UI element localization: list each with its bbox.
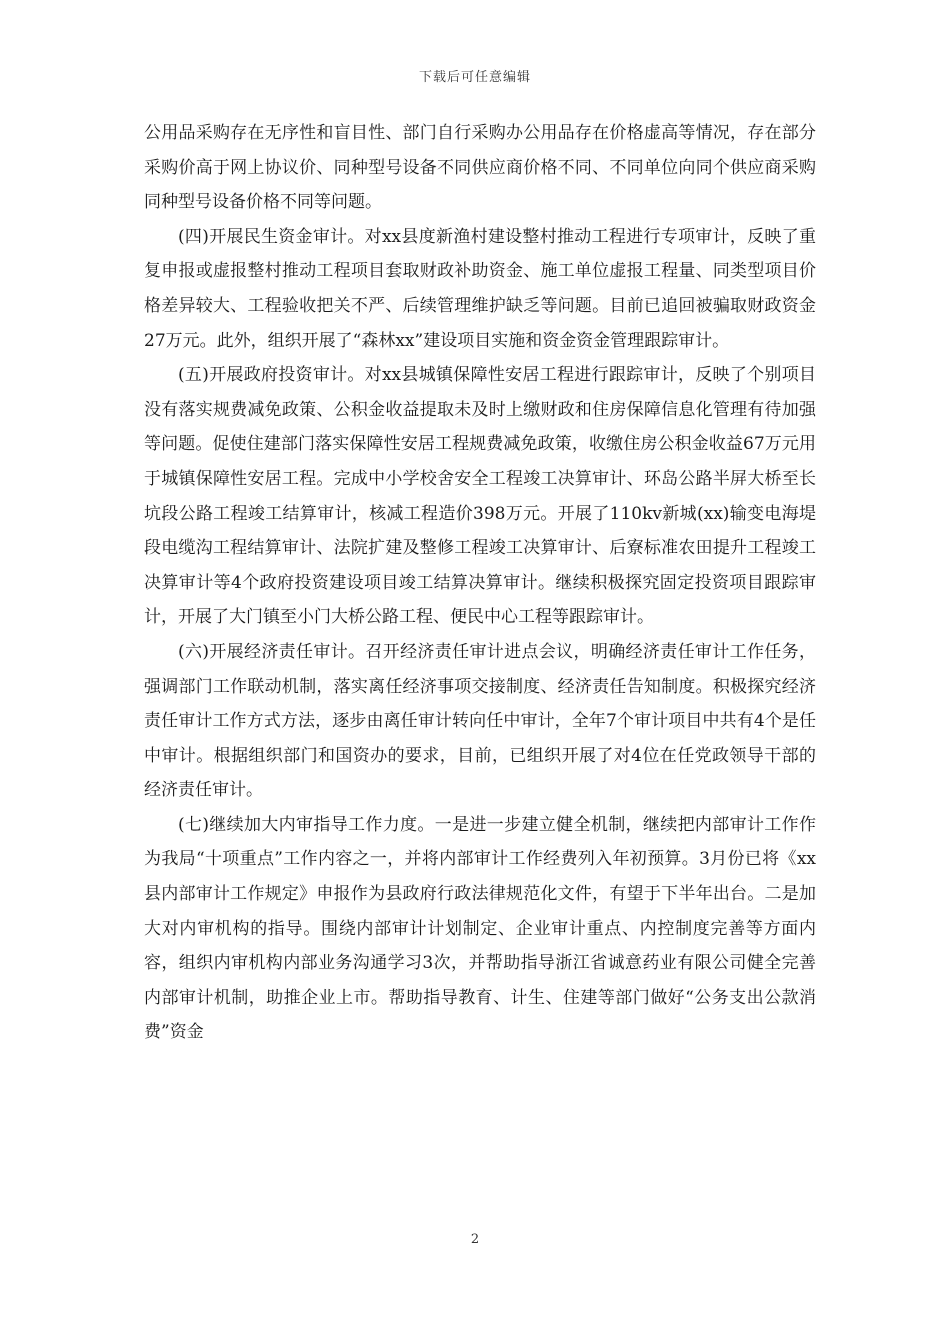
document-body bbox=[144, 116, 816, 1050]
page-number: 2 bbox=[470, 1232, 480, 1247]
paragraph-section-4: (四)开展民生资金审计。对xx县度新渔村建设整村推动工程进行专项审计，反映了重复申报或虚报整村推动工程项目套取财政补助资金、施工单位虚报工程量、同类型项目价格差异较大、工程验收把关不严、后续管理维护缺乏等问题。目前已追回被骗取财政资金27万元。此外，组织开展了“森林xx”建设项目实施和资金资金管理跟踪审计。 bbox=[144, 226, 816, 351]
paragraph-section-7: (七)继续加大内审指导工作力度。一是进一步建立健全机制，继续把内部审计工作作为我局“十项重点”工作内容之一，并将内部审计工作经费列入年初预算。3月份已将《xx县内部审计工作规定》申报作为县政府行政法律规范化文件，有望于下半年出台。二是加大对内审机构的指导。围绕内部审计计划制定、企业审计重点、内控制度完善等方面内容，组织内审机构内部业务沟通学习3次，并帮助指导浙江省诚意药业有限公司健全完善内部审计机制，助推企业上市。帮助指导教育、计生、住建等部门做好“公务支出公款消费”资金 bbox=[144, 814, 816, 1043]
paragraph-section-5: (五)开展政府投资审计。对xx县城镇保障性安居工程进行跟踪审计，反映了个别项目没有落实规费减免政策、公积金收益提取未及时上缴财政和住房保障信息化管理有待加强等问题。促使住建部门落实保障性安居工程规费减免政策，收缴住房公积金收益67万元用于城镇保障性安居工程。完成中小学校舍安全工程竣工决算审计、环岛公路半屏大桥至长坑段公路工程竣工结算审计，核减工程造价398万元。开展了110kv新城(xx)输变电海堤段电缆沟工程结算审计、法院扩建及整修工程竣工决算审计、后寮标准农田提升工程竣工决算审计等4个政府投资建设项目竣工结算决算审计。继续积极探究固定投资项目跟踪审计，开展了大门镇至小门大桥公路工程、便民中心工程等跟踪审计。 bbox=[144, 365, 816, 628]
page-header: 下载后可任意编辑 bbox=[418, 70, 531, 85]
paragraph-continuation: 公用品采购存在无序性和盲目性、部门自行采购办公用品存在价格虚高等情况，存在部分采购价高于网上协议价、同种型号设备不同供应商价格不同、不同单位向同个供应商采购同种型号设备价格不同等问题。 bbox=[144, 123, 816, 213]
paragraph-section-6: (六)开展经济责任审计。召开经济责任审计进点会议，明确经济责任审计工作任务，强调部门工作联动机制，落实离任经济事项交接制度、经济责任告知制度。积极探究经济责任审计工作方式方法，逐步由离任审计转向任中审计，全年7个审计项目中共有4个是任中审计。根据组织部门和国资办的要求，目前，已组织开展了对4位在任党政领导干部的经济责任审计。 bbox=[144, 641, 816, 801]
